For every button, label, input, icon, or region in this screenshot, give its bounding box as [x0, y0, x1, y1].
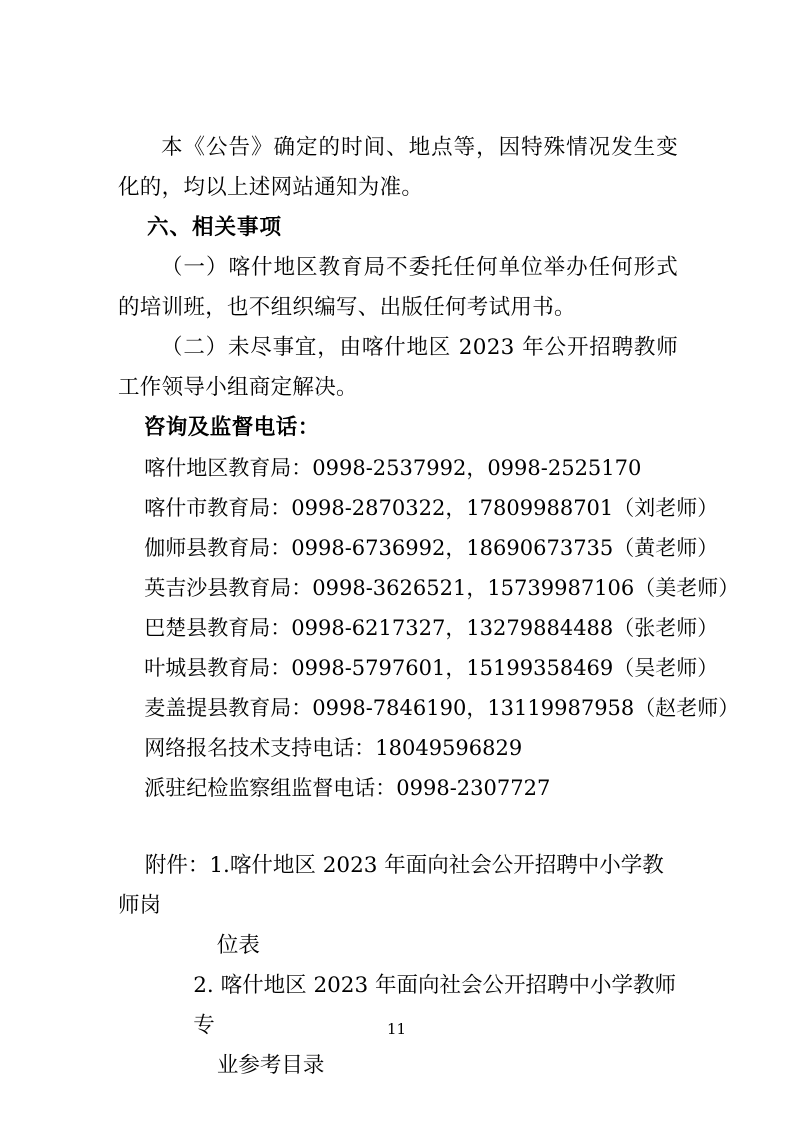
attachment-item-2-cont: 业参考目录 [216, 1053, 325, 1078]
page-number: 11 [386, 1020, 407, 1038]
attachment-item-2-text: 喀什地区 2023 年面向社会公开招聘中小学教师专 [193, 973, 676, 1038]
attachment-item-1 [118, 846, 678, 926]
contact-line: 巴楚县教育局：0998-6217327，13279884488（张老师） [144, 616, 719, 640]
document-body [118, 128, 740, 1086]
attachment-item-1-text: 喀什地区 2023 年面向社会公开招聘中小学教师岗 [118, 853, 664, 918]
list-item-2: （二）未尽事宜，由喀什地区 2023 年公开招聘教师工作领导小组商定解决。 [118, 335, 678, 400]
attachment-item-1-cont: 位表 [216, 933, 260, 958]
contact-line: 派驻纪检监察组监督电话：0998-2307727 [144, 776, 551, 800]
contact-line: 麦盖提县教育局：0998-7846190，13119987958（赵老师） [144, 696, 740, 720]
contact-heading: 咨询及监督电话： [143, 415, 320, 440]
contact-line: 喀什市教育局：0998-2870322，17809988701（刘老师） [144, 496, 719, 520]
contact-line: 伽师县教育局：0998-6736992，18690673735（黄老师） [144, 536, 719, 560]
contact-line: 网络报名技术支持电话：18049596829 [144, 736, 523, 760]
attachment-label: 附件：1. [144, 853, 230, 878]
attachments-block [118, 846, 678, 1086]
attachment-item-2-label: 2. [193, 973, 214, 998]
blank-spacer [118, 808, 678, 846]
section-heading-related-matters: 六、相关事项 [147, 215, 283, 240]
contact-line: 喀什地区教育局：0998-2537992，0998-2525170 [144, 456, 642, 480]
contact-line: 叶城县教育局：0998-5797601，15199358469（吴老师） [144, 656, 719, 680]
contact-line: 英吉沙县教育局：0998-3626521，15739987106（美老师） [144, 576, 740, 600]
paragraph-notice: 本《公告》确定的时间、地点等，因特殊情况发生变化的，均以上述网站通知为准。 [118, 135, 678, 200]
list-item-1: （一）喀什地区教育局不委托任何单位举办任何形式的培训班，也不组织编写、出版任何考试用书。 [118, 255, 678, 320]
